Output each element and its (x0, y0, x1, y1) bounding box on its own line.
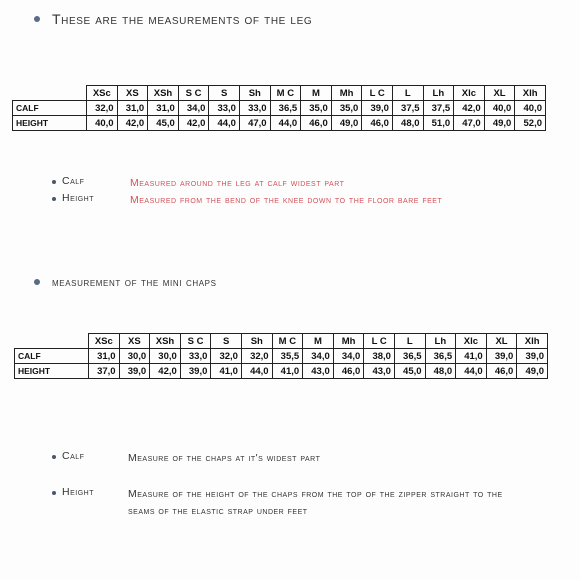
table-cell: 45,0 (148, 116, 179, 131)
row-label: CALF (15, 349, 89, 364)
table-cell: 33,0 (239, 101, 270, 116)
column-header: S C (180, 334, 211, 349)
table-cell: 51,0 (423, 116, 454, 131)
column-header: Xlc (454, 86, 485, 101)
bullet-icon (52, 491, 56, 495)
legend-row-calf (52, 450, 528, 467)
table-corner (15, 334, 89, 349)
bullet-icon (34, 16, 40, 22)
column-header: Mh (331, 86, 362, 101)
section1-heading-text: These are the measurements of the leg (52, 11, 313, 27)
table-cell: 34,0 (303, 349, 334, 364)
legend-term-height: Height (62, 192, 94, 204)
table-cell: 30,0 (150, 349, 181, 364)
table-cell: 47,0 (454, 116, 485, 131)
table-cell: 39,0 (119, 364, 150, 379)
table-row (15, 349, 548, 364)
table-cell: 52,0 (515, 116, 546, 131)
table-cell: 32,0 (241, 349, 272, 364)
table-cell: 32,0 (211, 349, 242, 364)
table-row (13, 116, 546, 131)
row-label: CALF (13, 101, 87, 116)
section1-legend (52, 175, 442, 209)
column-header: S C (178, 86, 209, 101)
row-label: HEIGHT (13, 116, 87, 131)
table-cell: 37,0 (89, 364, 120, 379)
table-cell: 30,0 (119, 349, 150, 364)
table-cell: 36,5 (394, 349, 425, 364)
table-cell: 36,5 (270, 101, 301, 116)
column-header: L C (364, 334, 395, 349)
bullet-icon (34, 279, 40, 285)
table-cell: 46,0 (301, 116, 332, 131)
table-cell: 35,0 (301, 101, 332, 116)
table-cell: 31,0 (89, 349, 120, 364)
column-header: M (301, 86, 332, 101)
bullet-icon (52, 455, 56, 459)
table-cell: 49,0 (484, 116, 515, 131)
table-cell: 42,0 (454, 101, 485, 116)
table-cell: 41,0 (211, 364, 242, 379)
column-header: M (303, 334, 334, 349)
column-header: XS (119, 334, 150, 349)
column-header: XSc (89, 334, 120, 349)
table-cell: 48,0 (392, 116, 423, 131)
column-header: XL (486, 334, 517, 349)
legend-desc-height: Measured from the bend of the knee down to the floor bare feet (130, 194, 443, 206)
table-cell: 46,0 (333, 364, 364, 379)
table-cell: 44,0 (270, 116, 301, 131)
column-header: XSh (148, 86, 179, 101)
column-header: Lh (423, 86, 454, 101)
table-cell: 37,5 (423, 101, 454, 116)
table-cell: 49,0 (331, 116, 362, 131)
section2-heading-text: measurement of the mini chaps (52, 275, 217, 289)
table-cell: 42,0 (117, 116, 148, 131)
legend-desc-calf: Measured around the leg at calf widest part (130, 177, 345, 189)
bullet-icon (52, 197, 56, 201)
section1-heading (34, 11, 312, 27)
legend-desc-height: Measure of the height of the chaps from the top of the zipper straight to the seams of the elastic strap under feet (128, 488, 503, 517)
table-cell: 31,0 (117, 101, 148, 116)
table-cell: 45,0 (394, 364, 425, 379)
table-cell: 36,5 (425, 349, 456, 364)
table-cell: 49,0 (517, 364, 548, 379)
mini-chaps-measurements-table (14, 333, 548, 379)
legend-row-height (52, 192, 442, 209)
column-header: M C (270, 86, 301, 101)
table-cell: 32,0 (87, 101, 118, 116)
column-header: S (211, 334, 242, 349)
table-cell: 41,0 (456, 349, 487, 364)
legend-term-height: Height (62, 486, 94, 498)
row-label: HEIGHT (15, 364, 89, 379)
table-cell: 42,0 (150, 364, 181, 379)
column-header: XS (117, 86, 148, 101)
table-cell: 33,0 (209, 101, 240, 116)
table-header-row (13, 86, 546, 101)
table-cell: 39,0 (362, 101, 393, 116)
table-cell: 44,0 (209, 116, 240, 131)
column-header: M C (272, 334, 303, 349)
column-header: Sh (239, 86, 270, 101)
table-cell: 44,0 (241, 364, 272, 379)
table-cell: 43,0 (364, 364, 395, 379)
table-header-row (15, 334, 548, 349)
column-header: L C (362, 86, 393, 101)
column-header: L (394, 334, 425, 349)
section2-heading (34, 275, 217, 289)
table-cell: 44,0 (456, 364, 487, 379)
table-cell: 40,0 (87, 116, 118, 131)
legend-row-height (52, 486, 528, 520)
table-cell: 48,0 (425, 364, 456, 379)
column-header: XSc (87, 86, 118, 101)
legend-term-calf: Calf (62, 175, 85, 187)
column-header: XL (484, 86, 515, 101)
table-cell: 46,0 (486, 364, 517, 379)
column-header: Xlh (517, 334, 548, 349)
column-header: S (209, 86, 240, 101)
table-cell: 46,0 (362, 116, 393, 131)
column-header: Xlh (515, 86, 546, 101)
table-corner (13, 86, 87, 101)
column-header: Xlc (456, 334, 487, 349)
table-cell: 39,0 (180, 364, 211, 379)
table-row (13, 101, 546, 116)
table-cell: 33,0 (180, 349, 211, 364)
table-cell: 42,0 (178, 116, 209, 131)
table-cell: 39,0 (517, 349, 548, 364)
column-header: XSh (150, 334, 181, 349)
bullet-icon (52, 180, 56, 184)
table-cell: 35,5 (272, 349, 303, 364)
table-row (15, 364, 548, 379)
legend-desc-calf: Measure of the chaps at it's widest part (128, 452, 321, 464)
leg-measurements-table (12, 85, 546, 131)
table-cell: 39,0 (486, 349, 517, 364)
table-cell: 37,5 (392, 101, 423, 116)
table-cell: 40,0 (484, 101, 515, 116)
column-header: Lh (425, 334, 456, 349)
table-cell: 34,0 (333, 349, 364, 364)
table-cell: 35,0 (331, 101, 362, 116)
legend-row-calf (52, 175, 442, 192)
column-header: L (392, 86, 423, 101)
table-cell: 34,0 (178, 101, 209, 116)
legend-term-calf: Calf (62, 450, 85, 462)
column-header: Sh (241, 334, 272, 349)
table-cell: 43,0 (303, 364, 334, 379)
column-header: Mh (333, 334, 364, 349)
table-cell: 40,0 (515, 101, 546, 116)
table-cell: 38,0 (364, 349, 395, 364)
section2-legend (52, 450, 528, 520)
table-cell: 47,0 (239, 116, 270, 131)
table-cell: 31,0 (148, 101, 179, 116)
table-cell: 41,0 (272, 364, 303, 379)
